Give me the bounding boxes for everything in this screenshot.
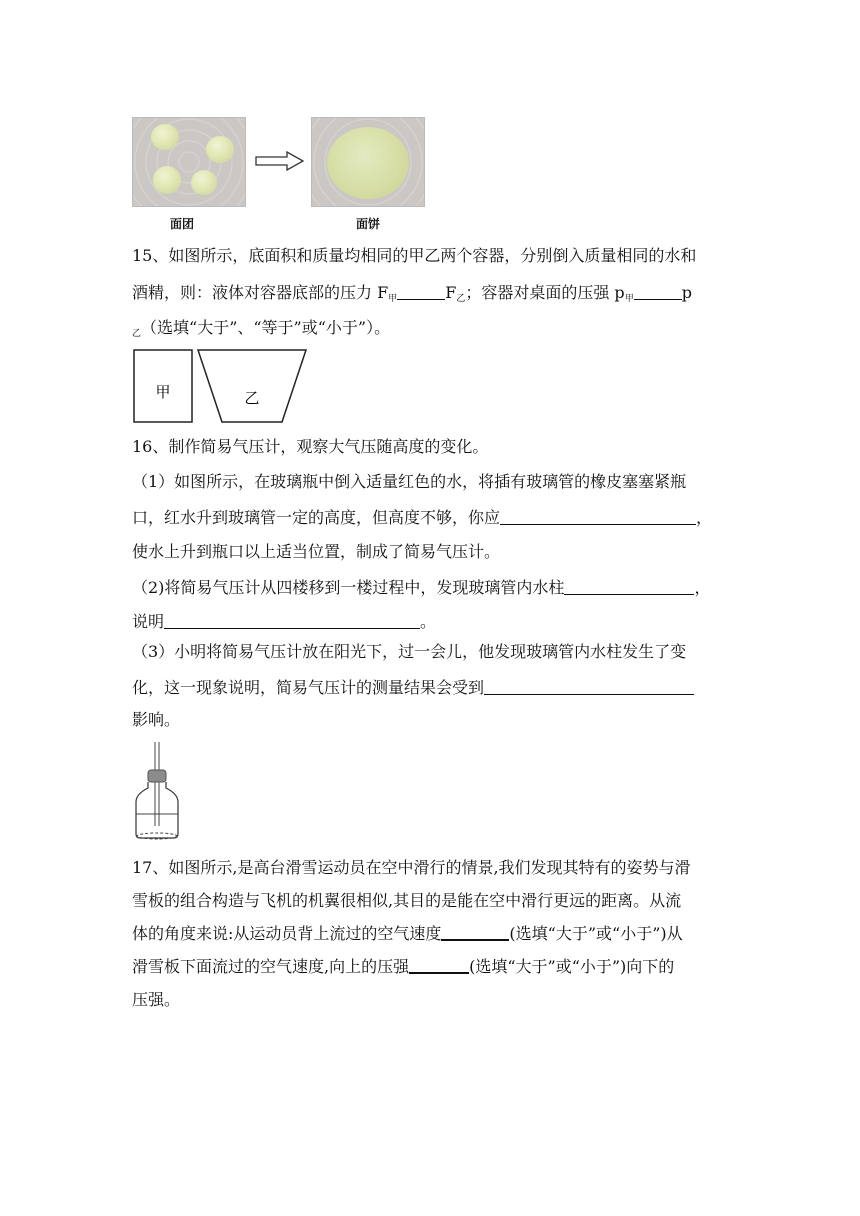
dough-ball	[151, 124, 179, 150]
dough-ball	[153, 166, 181, 194]
answer-blank[interactable]	[409, 956, 469, 974]
arrow-right-icon	[255, 151, 305, 171]
q16-p3-line1: （3）小明将简易气压计放在阳光下，过一会儿，他发现玻璃管内水柱发生了变	[132, 642, 687, 661]
q15-line3: $_乙$（选填“大于”、“等于”或“小于”）。	[132, 318, 391, 339]
dough-disc-photo	[311, 117, 425, 207]
q17-line4: 滑雪板下面流过的空气速度,向上的压强 (选填“大于”或“小于”)向下的	[132, 957, 675, 976]
answer-blank[interactable]	[564, 578, 694, 595]
q16-p2-line2: 说明 。	[132, 612, 437, 631]
q15-line2: 酒精，则：液体对容器底部的压力 $F_甲$ $F_乙$；容器对桌面的压强 $p_甲$ p	[132, 283, 692, 304]
q15-line1: 15、如图所示，底面积和质量均相同的甲乙两个容器，分别倒入质量相同的水和	[132, 246, 697, 265]
rubber-stopper	[148, 770, 166, 782]
dough-balls-photo	[132, 117, 246, 207]
container-yi	[198, 350, 306, 422]
answer-blank[interactable]	[634, 283, 682, 300]
answer-blank[interactable]	[164, 612, 420, 629]
q17-line2: 雪板的组合构造与飞机的机翼很相似,其目的是能在空中滑行更远的距离。从流	[132, 891, 682, 910]
container-yi-label: 乙	[244, 389, 260, 407]
dough-ball	[191, 170, 217, 195]
q16-p1-line1: （1）如图所示，在玻璃瓶中倒入适量红色的水，将插有玻璃管的橡皮塞塞紧瓶	[132, 472, 687, 491]
q16-p2-line1: （2)将简易气压计从四楼移到一楼过程中，发现玻璃管内水柱 ，	[132, 578, 711, 597]
barometer-bottle-diagram	[132, 740, 182, 844]
q16-title: 16、制作简易气压计，观察大气压随高度的变化。	[132, 437, 489, 456]
q17-line1: 17、如图所示,是高台滑雪运动员在空中滑行的情景,我们发现其特有的姿势与滑	[132, 858, 691, 877]
q16-p3-line2: 化，这一现象说明，简易气压计的测量结果会受到	[132, 678, 694, 698]
dough-disc	[327, 127, 409, 199]
q16-p3-line3: 影响。	[132, 710, 181, 729]
answer-blank[interactable]	[500, 508, 696, 525]
caption-dough-disc: 面饼	[356, 217, 381, 231]
q17-line5: 压强。	[132, 990, 181, 1009]
answer-blank[interactable]	[484, 678, 694, 695]
container-jia-label: 甲	[155, 383, 171, 401]
dough-ball	[206, 136, 234, 163]
containers-diagram	[132, 348, 308, 424]
q16-p1-line3: 使水上升到瓶口以上适当位置，制成了简易气压计。	[132, 542, 501, 561]
q16-p1-line2: 口，红水升到玻璃管一定的高度，但高度不够，你应 ，	[132, 508, 713, 527]
bottle-outline	[136, 782, 178, 838]
caption-dough-balls: 面团	[170, 217, 195, 231]
answer-blank[interactable]	[441, 923, 509, 941]
answer-blank[interactable]	[397, 283, 445, 300]
q17-line3: 体的角度来说:从运动员背上流过的空气速度 (选填“大于”或“小于”)从	[132, 924, 683, 943]
